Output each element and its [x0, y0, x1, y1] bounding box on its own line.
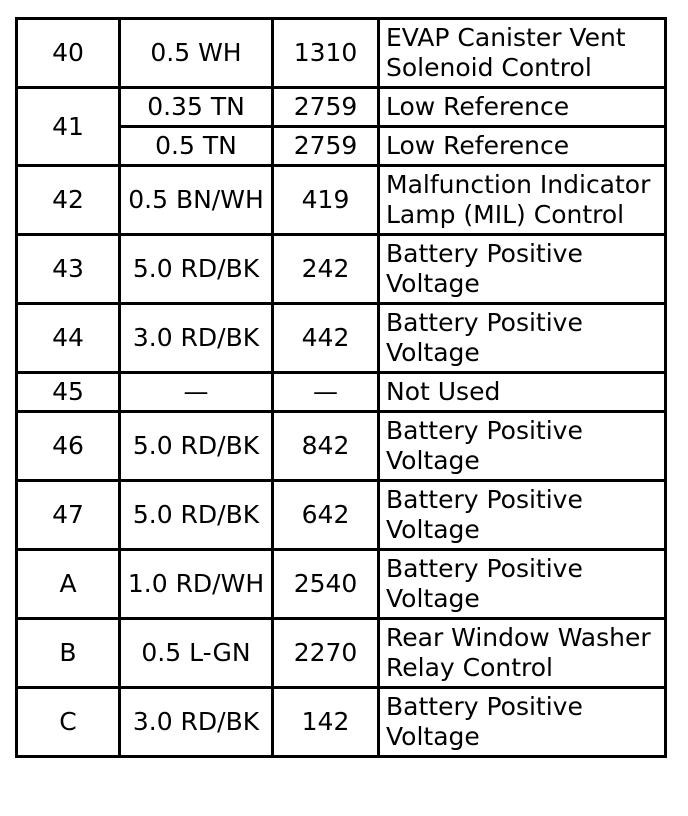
function-cell: Not Used	[379, 373, 666, 412]
circuit-cell: —	[273, 373, 379, 412]
circuit-cell: 419	[273, 166, 379, 235]
table-row	[17, 688, 666, 757]
wire-cell: 0.5 WH	[120, 19, 273, 88]
function-cell: Battery Positive Voltage	[379, 550, 666, 619]
circuit-cell: 2270	[273, 619, 379, 688]
pin-cell: 44	[17, 304, 120, 373]
wire-cell: 5.0 RD/BK	[120, 412, 273, 481]
table-row	[17, 412, 666, 481]
function-cell: Malfunction Indicator Lamp (MIL) Control	[379, 166, 666, 235]
function-cell: Rear Window Washer Relay Control	[379, 619, 666, 688]
function-cell: Low Reference	[379, 127, 666, 166]
circuit-cell: 242	[273, 235, 379, 304]
circuit-cell: 2540	[273, 550, 379, 619]
circuit-cell: 442	[273, 304, 379, 373]
connector-pinout-table	[15, 17, 667, 758]
pin-cell: 42	[17, 166, 120, 235]
pin-cell: B	[17, 619, 120, 688]
wire-cell: 0.35 TN	[120, 88, 273, 127]
wire-cell: 5.0 RD/BK	[120, 235, 273, 304]
pin-cell: C	[17, 688, 120, 757]
table-row	[17, 19, 666, 88]
function-cell: Battery Positive Voltage	[379, 412, 666, 481]
wire-cell: 0.5 BN/WH	[120, 166, 273, 235]
wire-cell: 5.0 RD/BK	[120, 481, 273, 550]
circuit-cell: 2759	[273, 127, 379, 166]
pin-cell: 47	[17, 481, 120, 550]
circuit-cell: 142	[273, 688, 379, 757]
function-cell: Battery Positive Voltage	[379, 481, 666, 550]
table-row	[17, 481, 666, 550]
function-cell: Battery Positive Voltage	[379, 304, 666, 373]
wire-cell: 3.0 RD/BK	[120, 688, 273, 757]
wire-cell: 3.0 RD/BK	[120, 304, 273, 373]
circuit-cell: 842	[273, 412, 379, 481]
pin-cell: 43	[17, 235, 120, 304]
table-row	[17, 619, 666, 688]
function-cell: Battery Positive Voltage	[379, 688, 666, 757]
wire-cell: —	[120, 373, 273, 412]
pin-cell: 40	[17, 19, 120, 88]
function-cell: Battery Positive Voltage	[379, 235, 666, 304]
function-cell: EVAP Canister Vent Solenoid Control	[379, 19, 666, 88]
table-row	[17, 550, 666, 619]
table-row	[17, 373, 666, 412]
table-row	[17, 304, 666, 373]
circuit-cell: 1310	[273, 19, 379, 88]
wire-cell: 1.0 RD/WH	[120, 550, 273, 619]
pin-cell: 45	[17, 373, 120, 412]
function-cell: Low Reference	[379, 88, 666, 127]
circuit-cell: 2759	[273, 88, 379, 127]
pin-cell: A	[17, 550, 120, 619]
pin-cell: 41	[17, 88, 120, 166]
table-row	[17, 235, 666, 304]
wire-cell: 0.5 L-GN	[120, 619, 273, 688]
table-row	[17, 88, 666, 127]
wire-cell: 0.5 TN	[120, 127, 273, 166]
table-row	[17, 166, 666, 235]
pin-cell: 46	[17, 412, 120, 481]
circuit-cell: 642	[273, 481, 379, 550]
